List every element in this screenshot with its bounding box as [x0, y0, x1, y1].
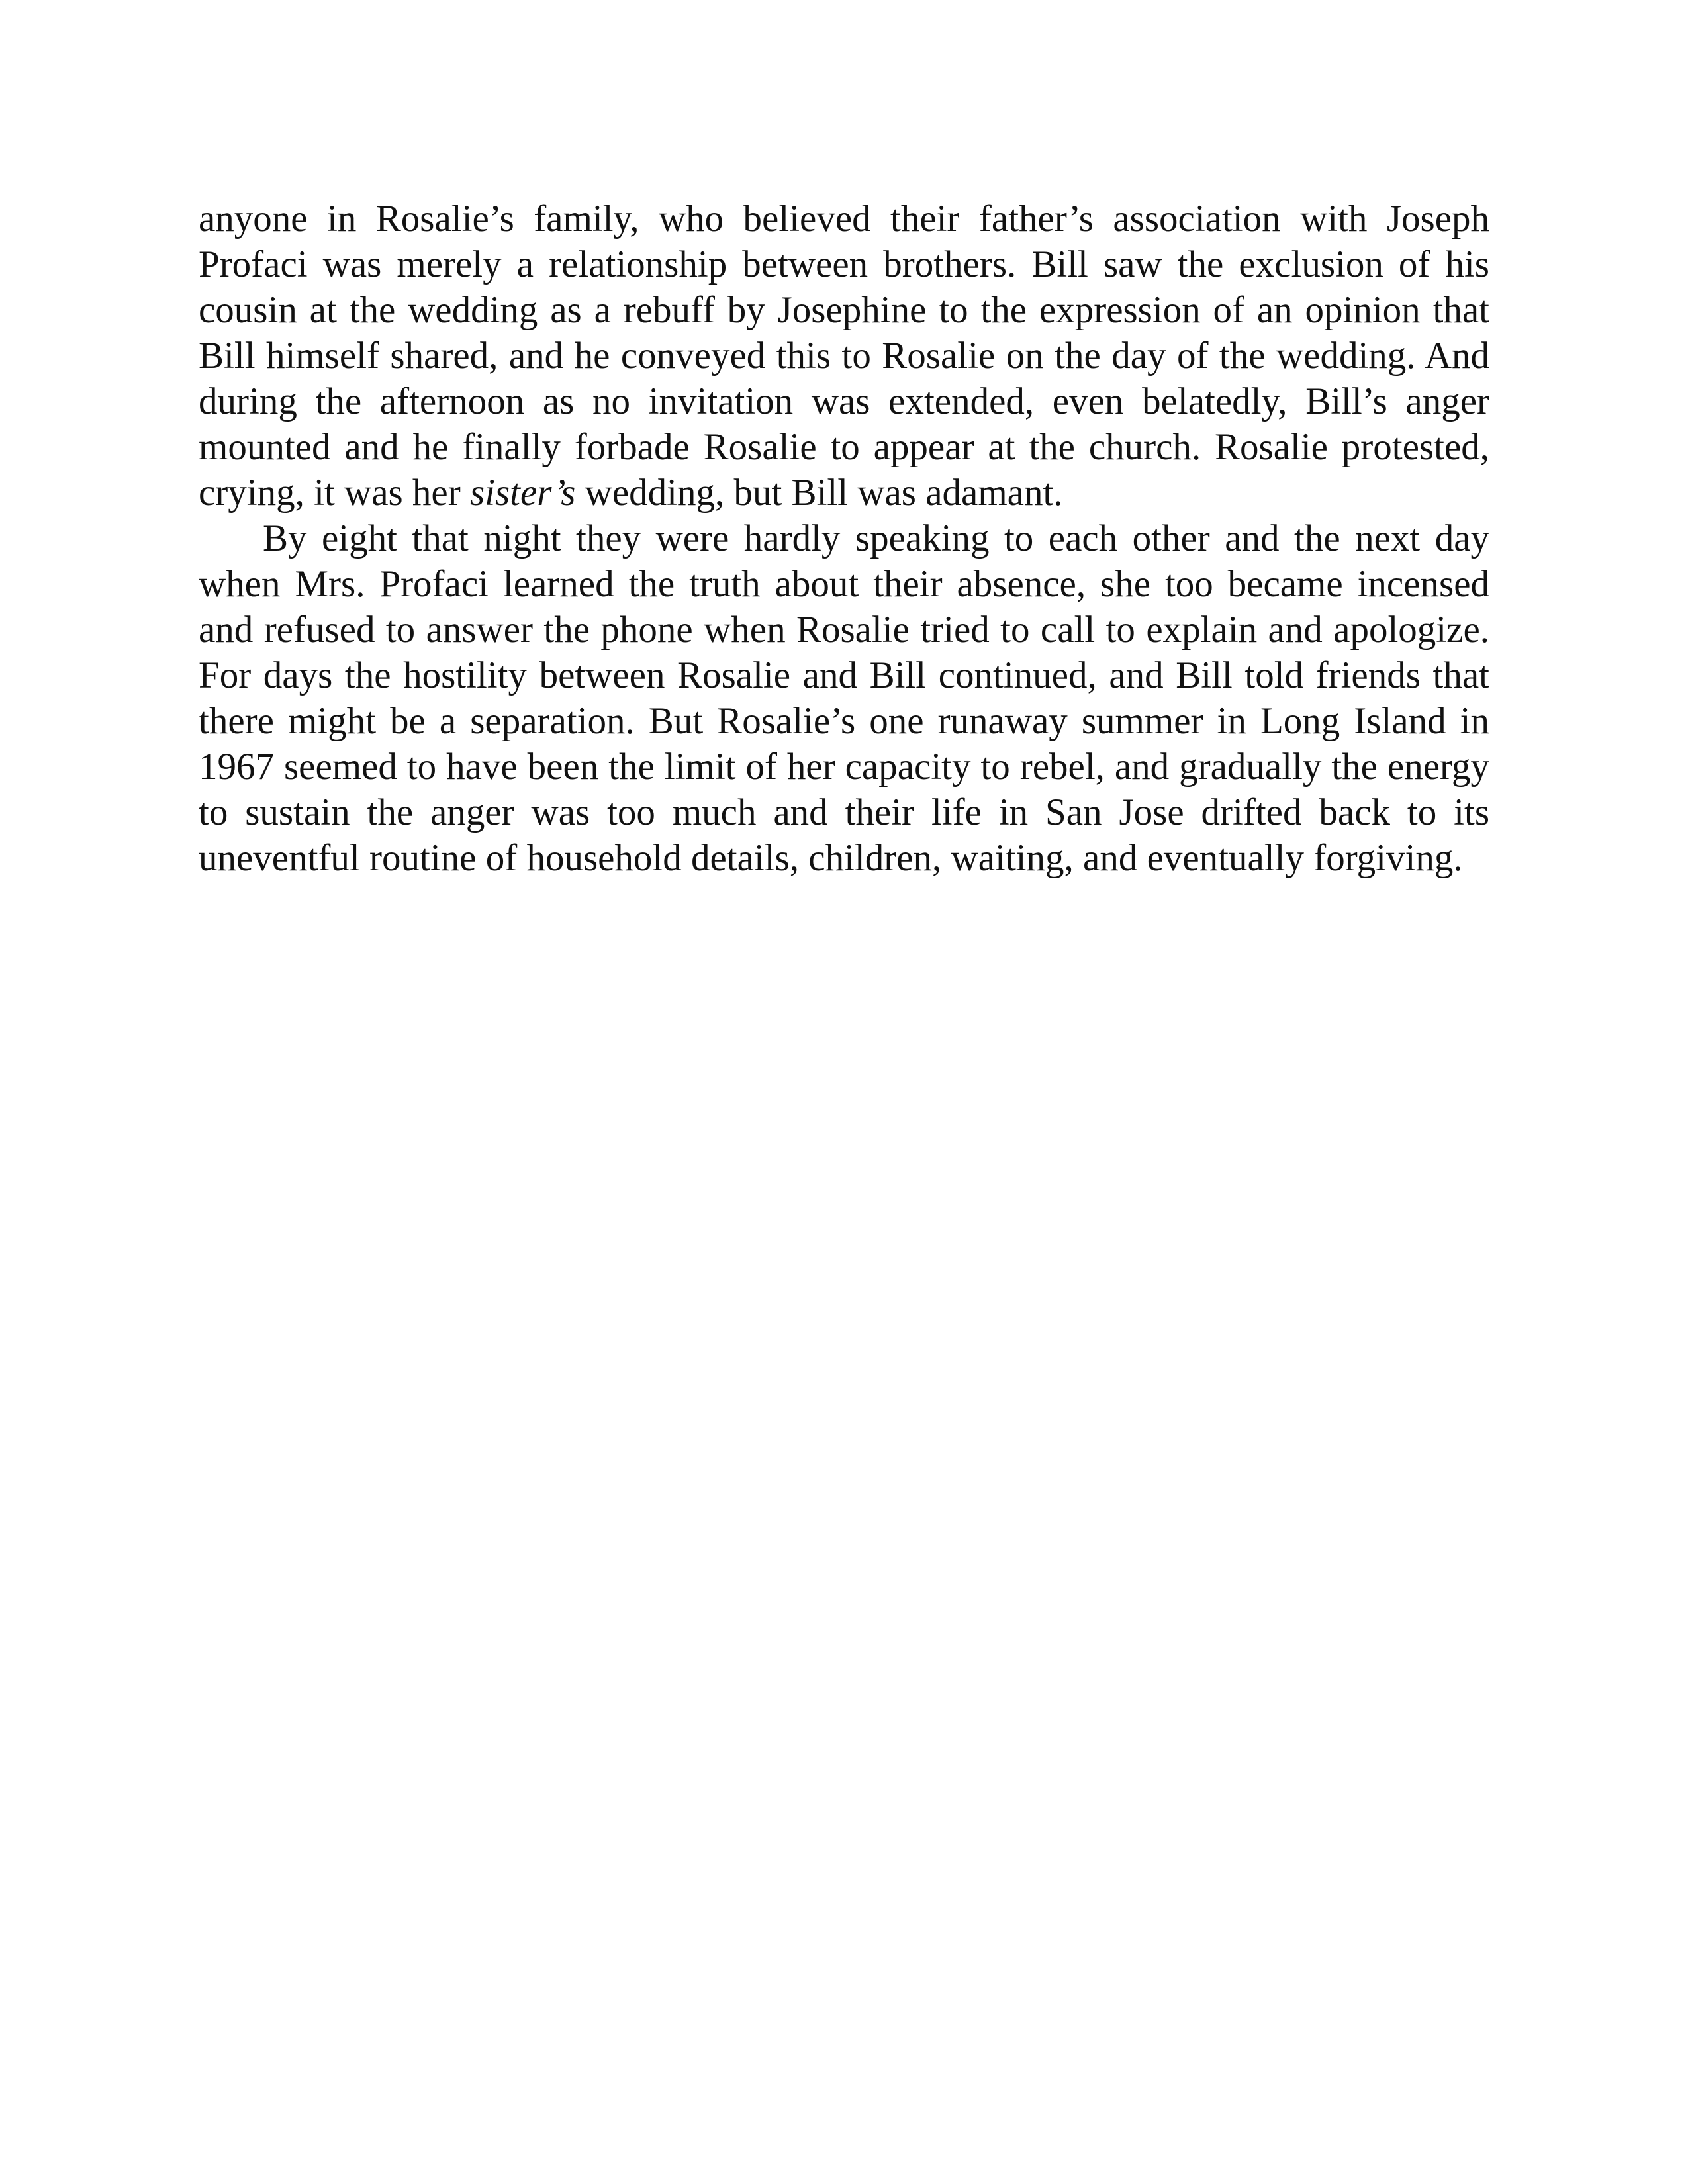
emphasized-word: sister’s	[469, 472, 576, 514]
paragraph-text-end: wedding, but Bill was adamant.	[575, 472, 1063, 514]
paragraph: By eight that night they were hardly speaking to each other and the next day when Mrs. Profaci learned the truth about their absence, she too became incensed and refused to answer the phone when Rosalie tried to call to explain and apologize. For days the hostility between Rosalie and Bill continued, and Bill told friends that there might be a separation. But Rosalie’s one runaway summer in Long Island in 1967 seemed to have been the limit of her capacity to rebel, and gradually the energy to sustain the anger was too much and their life in San Jose drifted back to its uneventful routine of household details, children, waiting, and eventually forgiving.	[199, 518, 1489, 879]
body-text	[199, 196, 1489, 881]
paragraph-text: anyone in Rosalie’s family, who believed their father’s association with Joseph Profaci was merely a relationship between brothers. Bill saw the exclusion of his cousin at the wedding as a rebuff by Josephine to the expression of an opinion that Bill himself shared, and he conveyed this to Rosalie on the day of the wedding. And during the afternoon as no invitation was extended, even belatedly, Bill’s anger mounted and he finally forbade Rosalie to appear at the church. Rosalie protested, crying, it was her	[199, 198, 1489, 514]
paragraph-continued	[199, 196, 1489, 516]
